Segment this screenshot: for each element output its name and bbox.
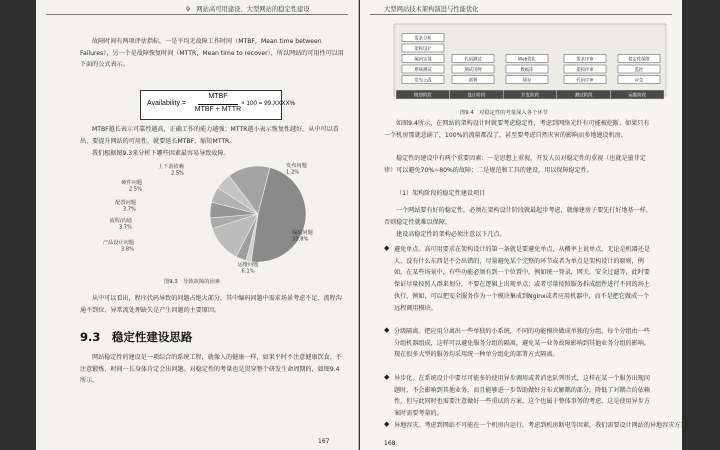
diagram-bar-label: 运维阶段	[628, 93, 647, 99]
formula-rhs: × 100 = 99.XXXX%	[241, 100, 296, 107]
diagram-box-label: 稳定性保障	[628, 57, 650, 63]
running-header-right: 大型网站技术架构演进与性能优化	[384, 6, 479, 13]
subsection-title: （1）架构阶段的稳定性建设项目	[396, 190, 486, 197]
diagram-box-label: 发布上线	[414, 78, 432, 84]
header-rule	[370, 14, 672, 15]
diagram-box-label: 需求分析	[414, 36, 432, 42]
pie-label-5: 产品设计问题	[102, 240, 134, 246]
paragraph-two-factors: 稳定性的建设中有两个重要因素：一是思想上重视，开发人员对稳定性的重视（也就是墨菲定律）可以避免70%~80%的故障；二是规范和工具的建设，用以保障稳定性。	[384, 155, 646, 174]
diagram-bar-label: 规划阶段	[413, 93, 432, 99]
header-rule	[46, 14, 348, 15]
figure-9-4-caption: 图9.4 对稳定性的考量深入各个环节	[460, 110, 548, 116]
diagram-box-label: 测试用例	[464, 67, 482, 73]
formula-lhs: Availability =	[147, 100, 186, 107]
pie-label-7: 运维问题	[237, 262, 259, 268]
paragraph-mtbf-mttr: MTBF越长表示可靠性越高，正确工作的能力越强；MTTR越小表示恢复性越好。从中可以看出，要提升网站的可用性，就要延长MTBF，缩短MTTR。	[80, 126, 339, 145]
right-page	[360, 0, 693, 450]
diagram-box-label: 数据库	[520, 67, 534, 73]
running-header-left: 9 网站高可用建设、大型网站的稳定性建设	[186, 6, 310, 13]
pie-pct-5: 3.8%	[120, 246, 134, 253]
paragraph-architecture: 一个网站要有好的稳定性，必须在架构设计阶段就最起步考虑，就像建房子要先打好地基一样，否则稳定性就难以保障。	[384, 207, 652, 226]
bullet-isolation: 分级隔离。把应用分离出一些单独的小系统，不同的功能模块做成单独的分组，每个分组由一些分组机器组成，这样可以避免服务分组的隔离，避免某一业务故障影响到其他业务分组的影响。现在很多大型的服务均采用统一种单分组化的部署方式隔离。	[394, 328, 650, 359]
pie-label-4: 流程/沟通	[109, 218, 132, 224]
pie-label-6: 编码问题	[292, 230, 313, 236]
paragraph-figure-explain: 如图9.4所示，在网站的架构设计时就要考虑稳定性，考虑到网络光纤有可能被挖断，如果只有一个机房那就悲剧了，100%的流量都没了，甚至要考虑自然灾害的影响而多地建设机房。	[384, 120, 650, 139]
pie-pct-4: 3.7%	[118, 224, 132, 231]
section-title: 9.3 稳定性建设思路	[80, 330, 193, 344]
paragraph-figure-intro: 我们根据图9.3来分析下哪些因素最容易导致故障。	[92, 150, 230, 157]
diagram-box-label: 系统测试	[414, 67, 432, 73]
diagram-box-label: 架构评审	[576, 67, 594, 73]
diagram-box-label: 监控	[634, 67, 644, 73]
diagram-box-label: 代码测试	[464, 57, 482, 63]
diagram-box-label: 应急	[634, 78, 644, 84]
pie-label-1: 发布问题	[286, 163, 307, 169]
fraction-bar	[198, 104, 238, 105]
diagram-bar-label: 设计阶段	[467, 93, 486, 99]
paragraph-stability-intro: 网站稳定性的建设是一项综合的系统工程，就像人的健康一样，如果平时不注意健康饮食、不注意锻炼，时间一长身体肯定会出问题。对稳定性的考量也是贯穿整个研发生命周期的，如图9.4所示。	[80, 354, 342, 385]
left-page	[36, 0, 359, 450]
bullet-disaster-recovery: 异地容灾。考虑到网站不可能在一个机房内运行，考虑到机房断电等因素，我们需要设计网站的异地容灾方案。	[394, 422, 693, 429]
bullet-avoid-single-point: 避免单点。高可用要求在架构设计的第一条就是要避免单点，从概率上说单点，无论是机器还是人，没有什么东西是不会出错的，尽量避免某个完整的环节或者为单点是架构设计的原则，例如，在某些场景中，有些功能必须有到一个位置中，例如统一登录，网关，安全过滤等，此时要保证尽量按照人群来划分，不要在逻辑上出现单点；或者尽量按照服务拆成组件进行不同的场上执行，例如，可以把安全服务作为一个模块集成到Nginx或者应用机器中，而不是把它做成一个远程调用模块。	[394, 246, 650, 312]
bullet-async: 异步化。在系统设计中要尽可能多的使用异步调用或者消息队列形式，这样在某一个服务出现问题时，不会影响到其他业务，而且能够进一步帮助做好分布式解耦的部分，降低了对耦合的依赖性，但与此同时也需要注意做好一些重试的方案，这个也属于整体事务的考虑，这是使用异步方案时需要考量的。	[394, 375, 650, 418]
failure-causes-pie-chart	[36, 158, 358, 278]
availability-formula	[140, 90, 296, 120]
diagram-box-label: 代码评审	[576, 78, 594, 84]
paragraph-points-intro: 建设高稳定性的架构必须注意以下几点。	[396, 231, 506, 238]
pie-pct-1: 1.2%	[286, 169, 300, 176]
page-number-right: 168	[384, 440, 396, 447]
pie-label-3: 配置问题	[115, 200, 136, 206]
diagram-box-label: Web优化	[518, 57, 536, 63]
pie-pct-3: 3.7%	[122, 206, 136, 213]
pie-label-0: 上下游依赖	[158, 164, 184, 170]
page-number-left: 167	[318, 438, 330, 445]
pie-pct-2: 2.5%	[128, 186, 142, 193]
formula-denominator: MTBF + MTTR	[194, 106, 242, 113]
pie-pct-0: 2.5%	[170, 170, 184, 177]
paragraph-mtbf: 故障时间有两项评估指标，一是平均无故障工作时间（MTBF，Mean time between Failures），另一个是故障恢复时间（MTTR，Mean time to recover），所以网站的可用性可以用下面的公式表示。	[80, 38, 344, 69]
figure-9-3-caption: 图9.3 导致故障的因素	[164, 279, 221, 285]
pie-label-2: 硬件问题	[121, 180, 142, 186]
paragraph-findings: 从中可以看出，程序代码导致的问题占绝大部分，其中编码问题中需求场景考虑不足、流程沟通不到位、异常流处理缺失是产生问题的主要原因。	[80, 295, 342, 314]
diagram-box-label: 编码实现	[414, 57, 432, 63]
diagram-box-label: 架构设计	[414, 46, 432, 52]
stability-lifecycle-diagram	[360, 20, 682, 106]
diagram-bar-label: 开发阶段	[521, 93, 539, 99]
formula-numerator: MTBF	[208, 93, 228, 100]
diagram-box-label: 需求评审	[576, 57, 594, 63]
pie-pct-7: 6.1%	[241, 268, 255, 275]
bullet-list: ◆ 避免单点。高可用要求在架构设计的第一条就是要避免单点，从概率上说单点，无论是机器还是人，没有什么东西是不会出错的，尽量避免某个完整的环节或者为单点是架构设计的原则，例如，在某些场景中，有些功能必须有到一个位置中，例如统一登录，网关，安全过滤等，此时要保证尽量按照人群来划分，不要在逻辑上出现单点；或者尽量按照服务拆成组件进行不同的场上执行，例如，可以把安全服务作为一个模块集成到Nginx或者应用机器中，而不是把它做成一个远程调用模块。 ◆ 分级隔离。把应用分离出一些单独的小系统，不同的功能模块做成单独的分组，每个分组由一些分组机器组成，这样可以避免服务分组的隔离，避免某一业务故障影响到其他业务分组的影响。现在很多大型的服务均采用统一种单分组化的部署方式隔离。 ◆ 异步化。在系统设计中要尽可能多的使用异步调用或者消息队列形式，这样在某一个服务出现问题时，不会影响到其他业务，而且能够进一步帮助做好分布式解耦的部分，降低了对耦合的依赖性，但与此同时也需要注意做好一些重试的方案，这个也属于整体事务的考虑，这是使用异步方案时需要考量的。 ◆ 异地容灾。考虑到网站不可能在一个机房内运行，考虑到机房断电等因素，我们需要设计网站的异地容灾方案。	[384, 244, 654, 438]
diagram-bar-label: 测试阶段	[574, 93, 593, 99]
pie-pct-6: 33.8%	[292, 236, 309, 243]
diagram-box-label: 部署	[468, 78, 478, 84]
diagram-box-label: 缓存	[522, 78, 532, 84]
